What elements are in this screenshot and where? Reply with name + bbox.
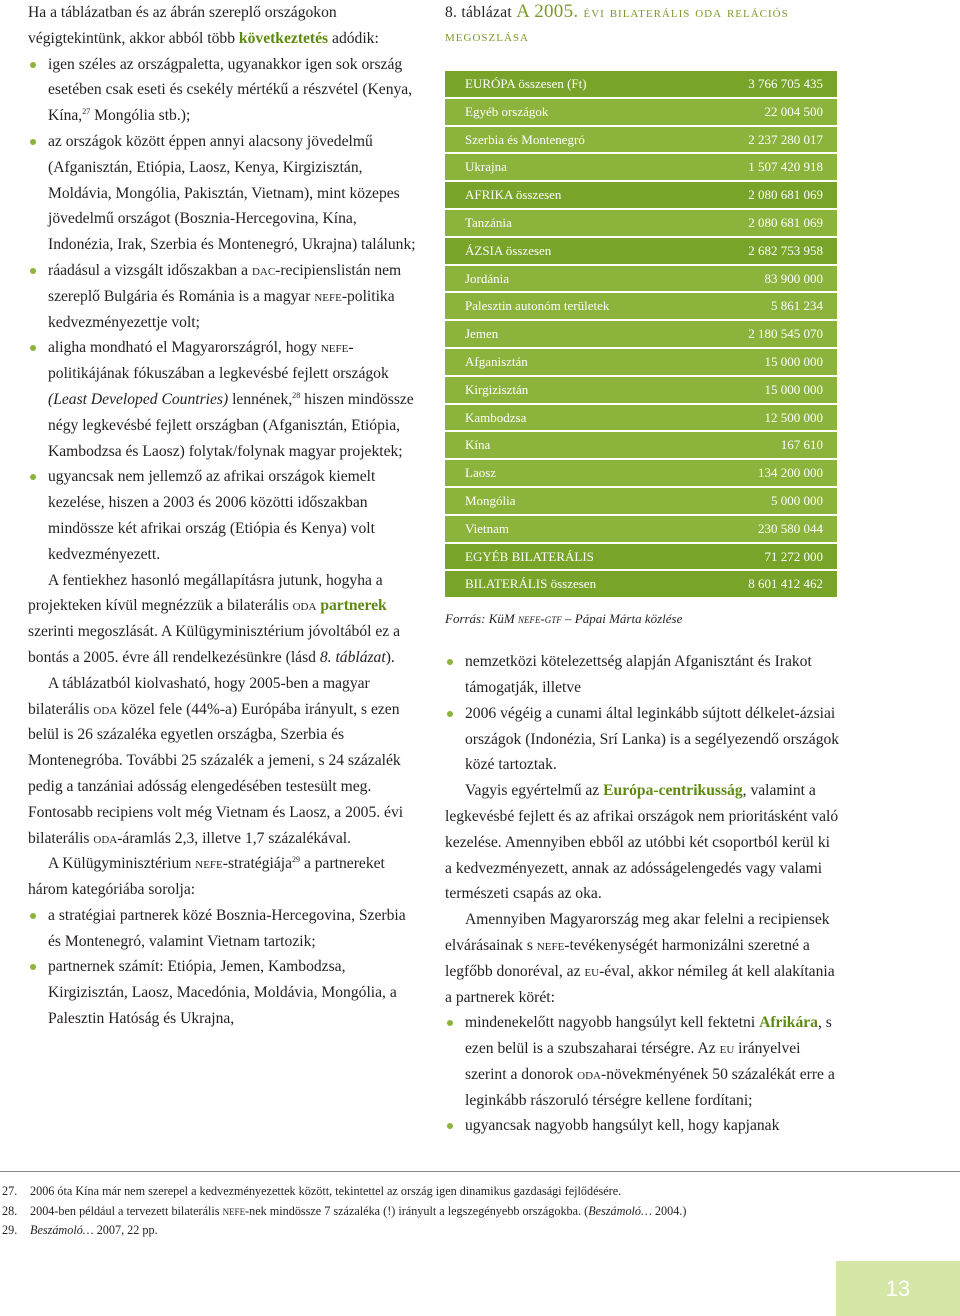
table-cell-value: 15 000 000: [697, 377, 837, 403]
table-cell-label: Szerbia és Montenegró: [445, 127, 697, 153]
list-item: a stratégiai partnerek közé Bosznia-Hercegovina, Szerbia és Montenegró, valamint Vietnam tartozik;: [28, 903, 421, 955]
table-cell-label: ÁZSIA összesen: [445, 238, 697, 264]
table-caption: 8. táblázat A 2005. évi bilaterális oda relációs megoszlása: [445, 1, 789, 45]
table-cell-value: 83 900 000: [697, 266, 837, 292]
table-row: [445, 516, 837, 542]
table-row: [445, 210, 837, 236]
table-row: [445, 571, 837, 597]
table-cell-label: Tanzánia: [445, 210, 697, 236]
bullet-list-recommendations: [445, 1010, 840, 1139]
body-paragraph: A táblázatból kiolvasható, hogy 2005-ben a magyar bilaterális oda közel fele (44%-a) Európába irányult, s ezen belül is 26 százaléka egyetlen országba, Szerbia és Montenegróba. További 25 százalék a jemeni, s 24 százalék pedig a tanzániai adósság elengedésében testesült meg. Fontosabb recipiens volt még Vietnam és Laosz, a 2005. évi bilaterális oda-áramlás 2,3, illetve 1,7 százalékával.: [28, 674, 404, 847]
right-column: [445, 0, 840, 1139]
table-row: [445, 432, 837, 458]
left-column: [28, 0, 421, 1032]
highlight-term: következtetés: [238, 29, 329, 47]
bullet-list-partners: [28, 903, 421, 1032]
table-cell-value: 2 180 545 070: [697, 321, 837, 347]
table-cell-value: 8 601 412 462: [697, 571, 837, 597]
table-cell-value: 5 000 000: [697, 488, 837, 514]
table-row: [445, 266, 837, 292]
data-table: [445, 69, 837, 599]
table-cell-label: BILATERÁLIS összesen: [445, 571, 697, 597]
highlight-term: Afrikára: [759, 1014, 818, 1032]
table-row: [445, 321, 837, 347]
table-row: [445, 99, 837, 125]
table-cell-label: Afganisztán: [445, 349, 697, 375]
list-item: aligha mondható el Magyarországról, hogy nefe-politikájának fókuszában a legkevésbé fejlett országok (Least Developed Countries) lennének,$^{28}$ hiszen mindössze négy legkevésbé fejlett országban (Afganisztán, Etiópia, Kambodzsa és Laosz) folytak/folynak magyar projektek;: [28, 335, 421, 464]
table-row: [445, 293, 837, 319]
table-cell-value: 2 237 280 017: [697, 127, 837, 153]
table-cell-label: AFRIKA összesen: [445, 182, 697, 208]
list-item: ráadásul a vizsgált időszakban a dac-recipienslistán nem szereplő Bulgária és Románia is a magyar nefe-politika kedvezményezettje volt;: [28, 258, 421, 335]
intro-paragraph: Ha a táblázatban és az ábrán szereplő országokon végigtekintünk, akkor abból több következtetés adódik:: [28, 4, 379, 47]
table-cell-label: Ukrajna: [445, 154, 697, 180]
table-cell-label: Kirgizisztán: [445, 377, 697, 403]
list-item: ugyancsak nem jellemző az afrikai országok kiemelt kezelése, hiszen a 2003 és 2006 közötti időszakban mindössze két afrikai ország (Etiópia és Kenya) volt kedvezményezett.: [28, 464, 421, 567]
table-reference: 8. táblázat: [319, 648, 386, 666]
table-row: [445, 460, 837, 486]
table-cell-value: 71 272 000: [697, 544, 837, 570]
table-row: [445, 377, 837, 403]
page-number: 13: [836, 1261, 960, 1316]
body-paragraph: A Külügyminisztérium nefe-stratégiája$^{29}$ a partnereket három kategóriába sorolja:: [28, 855, 385, 899]
list-item: igen széles az országpaletta, ugyanakkor igen sok ország esetében csak eseti és csekély mértékű a részvétel (Kenya, Kína,$^{27}$ Mongólia stb.);: [28, 52, 421, 129]
table-cell-label: Laosz: [445, 460, 697, 486]
table-cell-value: 22 004 500: [697, 99, 837, 125]
table-cell-value: 15 000 000: [697, 349, 837, 375]
list-item: mindenekelőtt nagyobb hangsúlyt kell fektetni Afrikára, s ezen belül is a szubszaharai térségre. Az eu irányelvei szerint a donorok oda-növekményének 50 százalékát erre a leginkább rászoruló térségre kellene fordítani;: [445, 1010, 840, 1113]
table-cell-value: 2 080 681 069: [697, 182, 837, 208]
body-paragraph: Vagyis egyértelmű az Európa-centrikusság, valamint a legkevésbé fejlett és az afrikai országok nem prioritásként való kezelése. Amennyiben ebből az utóbbi két csoportból kerül ki a kedvezményezett, annak az adósságelengedés vagy valami természeti csapás az oka.: [445, 782, 839, 903]
table-row: [445, 544, 837, 570]
table-cell-label: Jemen: [445, 321, 697, 347]
table-cell-value: 1 507 420 918: [697, 154, 837, 180]
table-cell-value: 5 861 234: [697, 293, 837, 319]
table-row: [445, 127, 837, 153]
footnote: 29. Beszámoló… 2007, 22 pp.: [2, 1223, 158, 1237]
table-cell-value: 2 682 753 958: [697, 238, 837, 264]
list-item: partnernek számít: Etiópia, Jemen, Kambodzsa, Kirgizisztán, Laosz, Macedónia, Moldávia, Mongólia, a Palesztin Hatóság és Ukrajna,: [28, 954, 421, 1031]
table-cell-label: Palesztin autonóm területek: [445, 293, 697, 319]
table-cell-value: 2 080 681 069: [697, 210, 837, 236]
table-cell-label: EURÓPA összesen (Ft): [445, 71, 697, 97]
table-cell-label: Kambodzsa: [445, 405, 697, 431]
table-cell-value: 230 580 044: [697, 516, 837, 542]
footnote-ref: 28: [292, 390, 301, 400]
table-cell-value: 12 500 000: [697, 405, 837, 431]
table-row: [445, 182, 837, 208]
table-row: [445, 238, 837, 264]
list-item: ugyancsak nagyobb hangsúlyt kell, hogy kapjanak: [445, 1113, 840, 1139]
table-row: [445, 71, 837, 97]
footnote: 28. 2004-ben például a tervezett bilaterális nefe-nek mindössze 7 százaléka (!) irányult a legszegényebb országokba. (Beszámoló… 2004.): [2, 1203, 687, 1218]
table-row: [445, 154, 837, 180]
table-cell-label: Kína: [445, 432, 697, 458]
table-cell-label: Vietnam: [445, 516, 697, 542]
footnote-ref: 29: [292, 855, 301, 865]
list-item: 2006 végéig a cunami által leginkább sújtott délkelet-ázsiai országok (Indonézia, Srí Lanka) is a segélyezendő országok közé tartoztak.: [445, 701, 840, 778]
body-paragraph: A fentiekhez hasonló megállapításra jutunk, hogyha a projekteken kívül megnézzük a bilaterális oda partnerek szerinti megoszlását. A Külügyminisztérium jóvoltából ez a bontás a 2005. évre áll rendelkezésünkre (lásd 8. táblázat).: [28, 571, 401, 666]
highlight-term: Európa-centrikusság: [603, 782, 743, 800]
footnote-ref: 27: [82, 107, 91, 117]
body-paragraph: Amennyiben Magyarország meg akar felelni a recipiensek elvárásainak s nefe-tevékenységét harmonizálni szeretné a legfőbb donoréval, az eu-éval, akkor némileg át kell alakítania a partnerek körét:: [445, 911, 835, 1006]
table-cell-label: Egyéb országok: [445, 99, 697, 125]
table-cell-value: 167 610: [697, 432, 837, 458]
footnotes: [0, 1171, 960, 1241]
table-cell-label: EGYÉB BILATERÁLIS: [445, 544, 697, 570]
table-cell-label: Mongólia: [445, 488, 697, 514]
table-cell-value: 134 200 000: [697, 460, 837, 486]
bullet-list-other-partners: [445, 649, 840, 778]
bullet-list-conclusions: [28, 52, 421, 568]
table-row: [445, 488, 837, 514]
table-body: [445, 71, 837, 597]
table-cell-value: 3 766 705 435: [697, 71, 837, 97]
table-cell-label: Jordánia: [445, 266, 697, 292]
highlight-term: partnerek: [320, 597, 387, 615]
list-item: nemzetközi kötelezettség alapján Afganisztánt és Irakot támogatják, illetve: [445, 649, 840, 701]
footnote: 27. 2006 óta Kína már nem szerepel a kedvezményezettek között, tekintettel az ország igen dinamikus gazdasági fejlődésére.: [2, 1184, 622, 1198]
list-item: az országok között éppen annyi alacsony jövedelmű (Afganisztán, Etiópia, Laosz, Kenya, Kirgizisztán, Moldávia, Mongólia, Pakisztán, Vietnam), mint közepes jövedelmű országot (Bosznia-Hercegovina, Kína, Indonézia, Irak, Szerbia és Montenegró, Ukrajna) találunk;: [28, 129, 421, 258]
table-row: [445, 405, 837, 431]
table-source: Forrás: KüM nefe-gtf – Pápai Márta közlése: [445, 611, 683, 627]
table-row: [445, 349, 837, 375]
